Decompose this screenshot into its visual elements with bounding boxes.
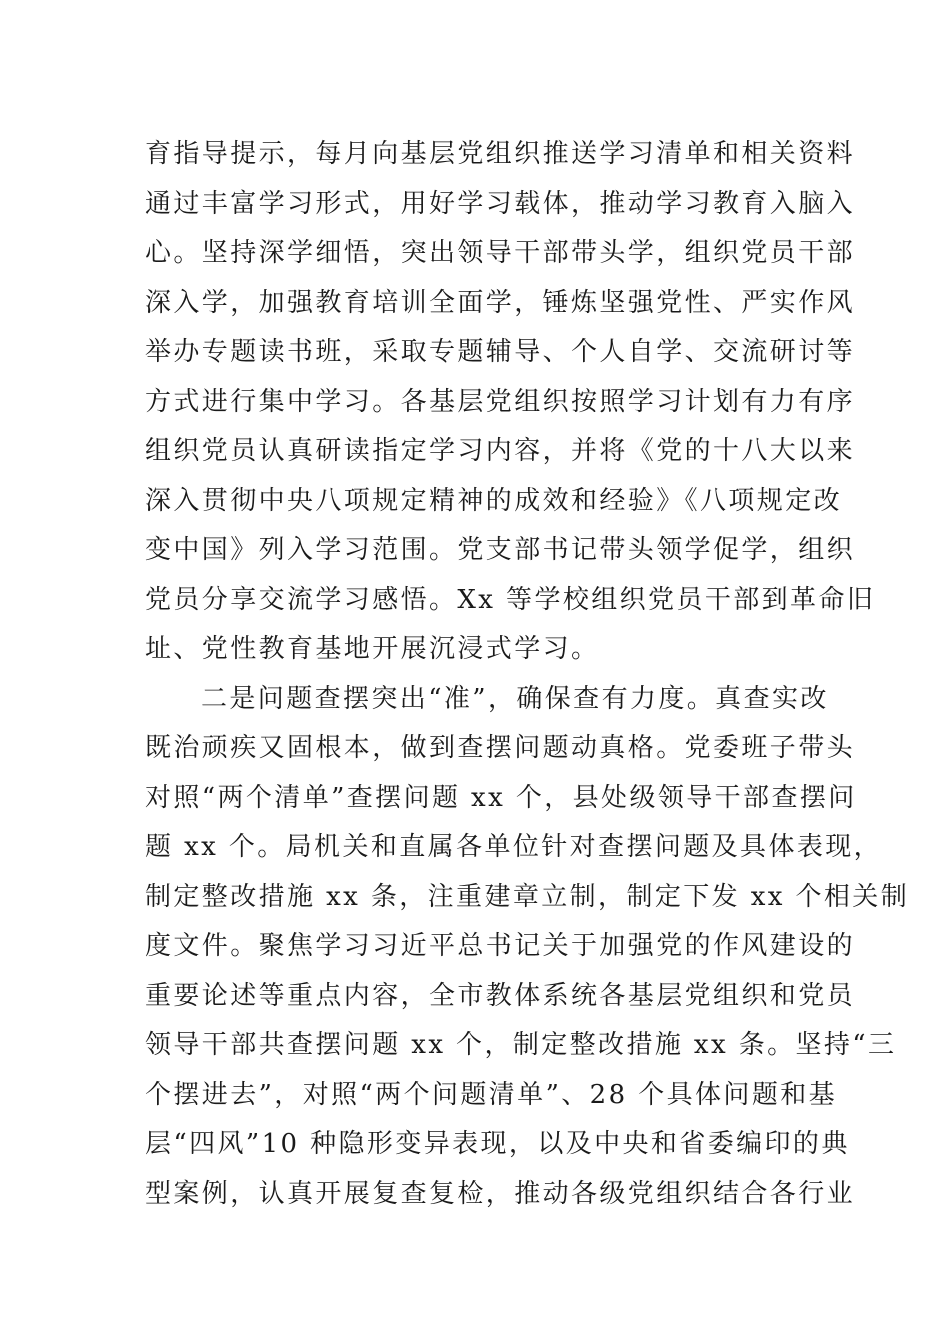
text-line: 度文件。聚焦学习习近平总书记关于加强党的作风建设的 <box>145 931 856 961</box>
text-line-indented: 二是问题查摆突出“准”，确保查有力度。真查实改 <box>201 683 829 714</box>
text-line: 方式进行集中学习。各基层党组织按照学习计划有力有序 <box>145 386 856 417</box>
paragraph-1 <box>145 130 876 675</box>
body-text <box>145 130 910 1219</box>
text-line: 党员分享交流学习感悟。Xx 等学校组织党员干部到革命旧 <box>145 584 876 615</box>
text-line: 个摆进去”，对照“两个问题清单”、28 个具体问题和基 <box>145 1079 838 1110</box>
text-line: 型案例，认真开展复查复检，推动各级党组织结合各行业 <box>145 1178 856 1209</box>
text-line: 育指导提示，每月向基层党组织推送学习清单和相关资料 <box>145 139 856 169</box>
text-line: 址、党性教育基地开展沉浸式学习。 <box>145 634 600 664</box>
text-line: 心。坚持深学细悟，突出领导干部带头学，组织党员干部 <box>145 238 856 268</box>
text-line: 重要论述等重点内容，全市教体系统各基层党组织和党员 <box>145 980 856 1011</box>
text-line: 变中国》列入学习范围。党支部书记带头领学促学，组织 <box>145 535 856 565</box>
text-line: 制定整改措施 xx 条，注重建章立制，制定下发 xx 个相关制 <box>145 881 910 912</box>
text-line: 通过丰富学习形式，用好学习载体，推动学习教育入脑入 <box>145 188 856 219</box>
text-line: 深入贯彻中央八项规定精神的成效和经验》《八项规定改 <box>145 485 843 516</box>
text-line: 深入学，加强教育培训全面学，锤炼坚强党性、严实作风 <box>145 287 856 318</box>
paragraph-2 <box>145 675 910 1220</box>
text-line: 举办专题读书班，采取专题辅导、个人自学、交流研讨等 <box>145 337 856 367</box>
text-line: 既治顽疾又固根本，做到查摆问题动真格。党委班子带头 <box>145 733 856 763</box>
text-line: 领导干部共查摆问题 xx 个，制定整改措施 xx 条。坚持“三 <box>145 1030 897 1060</box>
text-line: 对照“两个清单”查摆问题 xx 个，县处级领导干部查摆问 <box>145 782 857 813</box>
text-line: 组织党员认真研读指定学习内容，并将《党的十八大以来 <box>145 436 856 466</box>
text-line: 题 xx 个。局机关和直属各单位针对查摆问题及具体表现， <box>145 832 883 862</box>
text-line: 层“四风”10 种隐形变异表现，以及中央和省委编印的典 <box>145 1129 850 1159</box>
